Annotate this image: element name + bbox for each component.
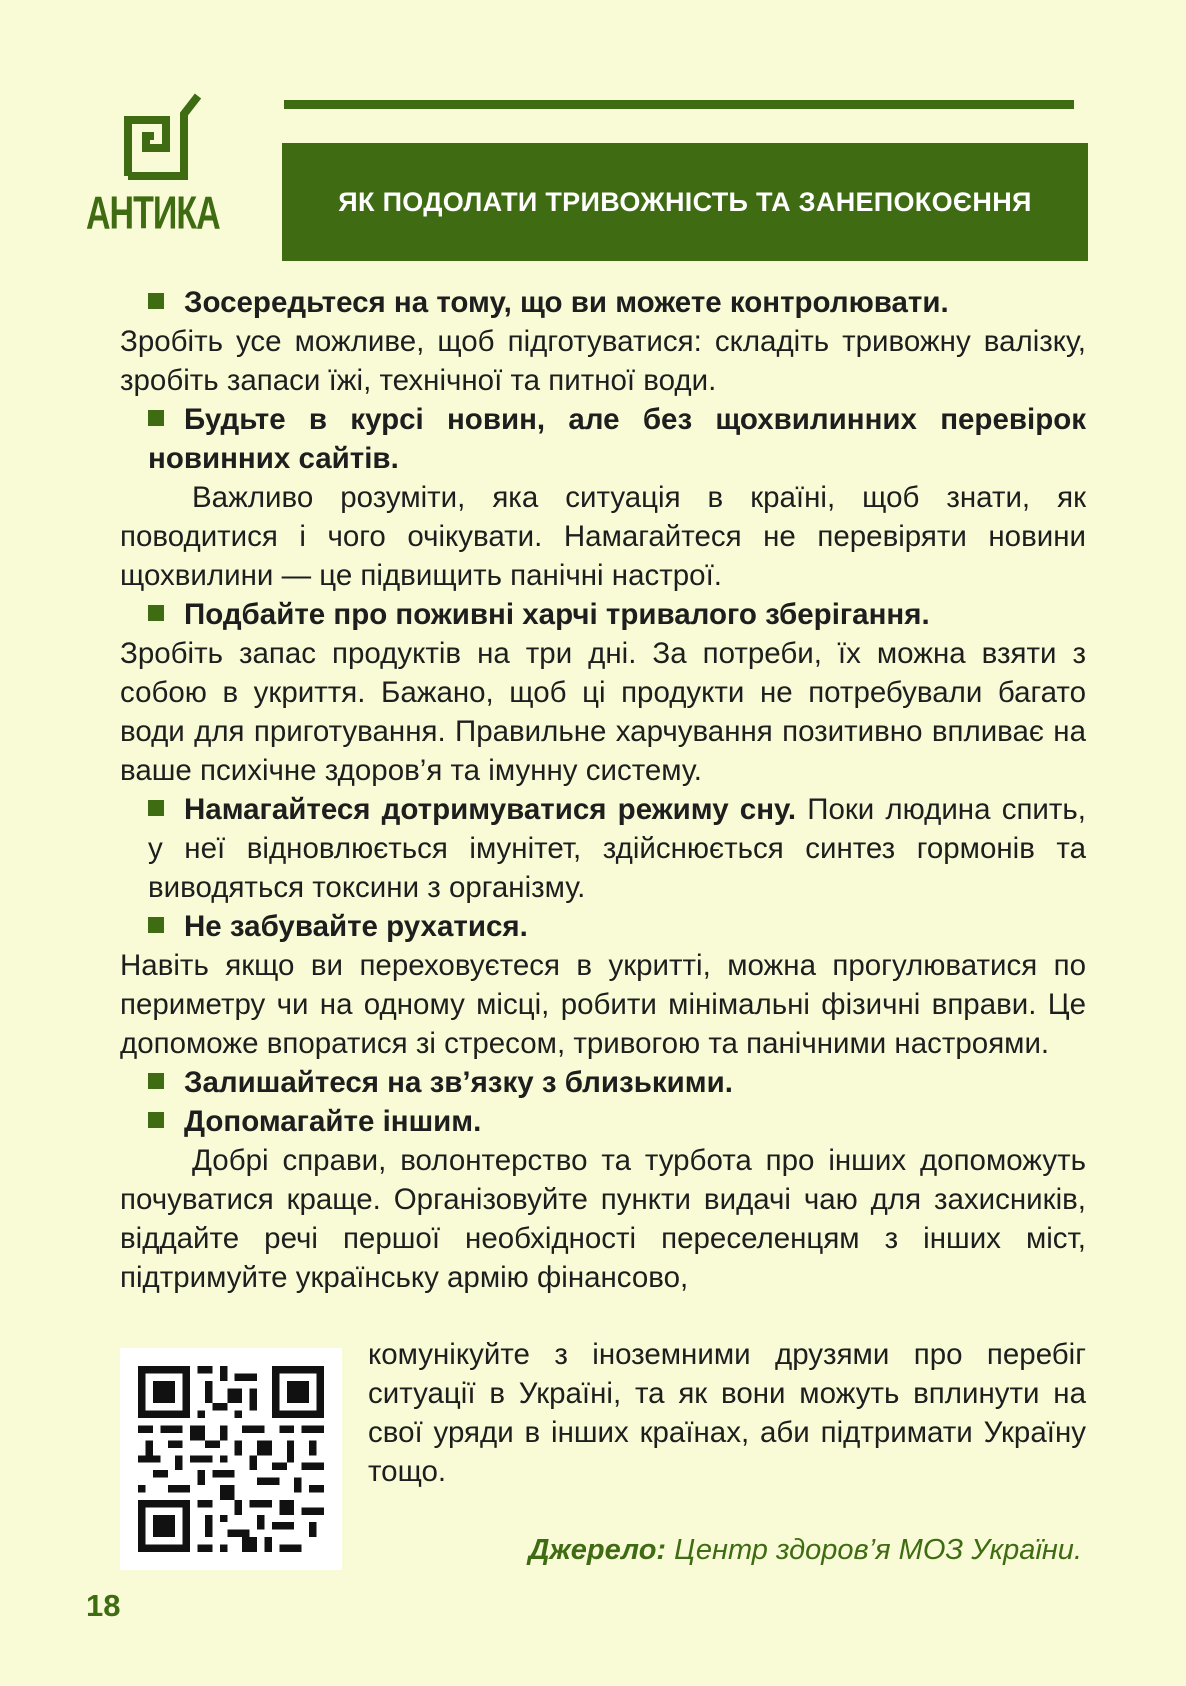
page-number: 18 (86, 1588, 121, 1623)
section-heading: Не забувайте рухатися. (184, 910, 528, 943)
section-2 (120, 400, 1086, 478)
bullet-square-icon (148, 1073, 164, 1089)
section-text: Зробіть усе можливе, щоб підготуватися: складіть тривожну валізку, зробіть запаси їжі, технічної та питної води. (120, 325, 1086, 397)
qr-code-icon (138, 1366, 324, 1552)
section-text: Добрі справи, волонтерство та турбота про інших допоможуть почуватися краще. Організовуйте пункти видачі чаю для захисників, віддайте речі першої необхідності переселенцям з інших міст, підтримуйте українську армію фінансово, (120, 1144, 1086, 1294)
section-heading: Будьте в курсі новин, але без щохвилинних перевірок новинних сайтів. (148, 403, 1086, 475)
section-text: Зробіть запас продуктів на три дні. За потреби, їх можна взяти з собою в укриття. Бажано, щоб ці продукти не потребували багато води для приготування. Правильне харчування позитивно впливає на ваше психічне здоров’я та імунну систему. (120, 637, 1086, 787)
bullet-square-icon (148, 293, 164, 309)
section-7 (120, 1102, 1086, 1141)
source-text: Центр здоров’я МОЗ України. (674, 1534, 1082, 1566)
section-1 (120, 283, 1086, 322)
header-rule (284, 100, 1074, 109)
source-label: Джерело: (528, 1534, 667, 1566)
bullet-square-icon (148, 917, 164, 933)
section-text: Поки людина спить, у неї відновлюється імунітет, здійснюється синтез гормонів та виводяться токсини з організму. (148, 793, 1086, 904)
bullet-square-icon (148, 410, 164, 426)
bullet-square-icon (148, 1112, 164, 1128)
logo-text: АНТИКА (86, 188, 220, 240)
source-line (528, 1534, 1082, 1567)
section-heading: Допомагайте іншим. (184, 1105, 482, 1138)
bullet-square-icon (148, 605, 164, 621)
section-3 (120, 595, 1086, 634)
section-heading: Намагайтеся дотримуватися режиму сну. (184, 793, 797, 826)
antyka-logo (86, 92, 236, 240)
logo-meander-icon (122, 92, 202, 182)
title-bar (282, 143, 1088, 261)
page-title: ЯК ПОДОЛАТИ ТРИВОЖНІСТЬ ТА ЗАНЕПОКОЄННЯ (338, 186, 1032, 217)
section-text: Навіть якщо ви переховуєтеся в укритті, можна прогулюватися по периметру чи на одному місці, робити мінімальні фізичні вправи. Це допоможе впоратися зі стресом, тривогою та панічними настроями. (120, 949, 1086, 1060)
article-body (120, 283, 1086, 1297)
section-heading: Залишайтеся на зв’язку з близькими. (184, 1066, 733, 1099)
qr-code[interactable] (120, 1348, 342, 1570)
section-heading: Зосередьтеся на тому, що ви можете контролювати. (184, 286, 949, 319)
bullet-square-icon (148, 800, 164, 816)
section-heading: Подбайте про поживні харчі тривалого зберігання. (184, 598, 930, 631)
section-6 (120, 1063, 1086, 1102)
section-text: Важливо розуміти, яка ситуація в країні, щоб знати, як поводитися і чого очікувати. Намагайтеся не перевіряти новини щохвилини — це підвищить панічні настрої. (120, 481, 1086, 592)
section-4 (120, 790, 1086, 907)
section-5 (120, 907, 1086, 946)
section-text-continued: комунікуйте з іноземними друзями про перебіг ситуації в Україні, та як вони можуть вплинути на свої уряди в інших країнах, аби підтримати Україну тощо. (368, 1338, 1086, 1488)
